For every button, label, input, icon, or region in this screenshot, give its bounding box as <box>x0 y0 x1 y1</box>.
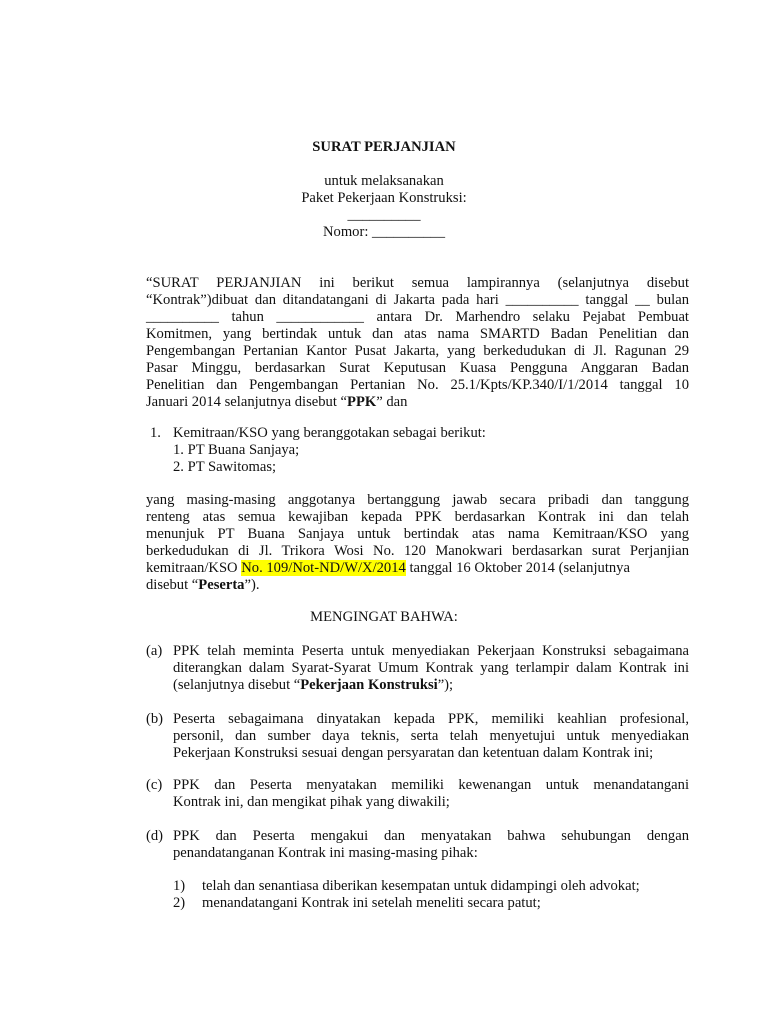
ppk-term: PPK <box>347 394 377 410</box>
recital-line: Kontrak ini, dan mengikat pihak yang diwakili; <box>173 794 450 810</box>
recital-label: (b) <box>146 711 164 727</box>
members-text: kemitraan/KSO <box>146 560 242 576</box>
recital-line: penandatanganan Kontrak ini masing-masing pihak: <box>173 845 478 861</box>
recital-line: PPK dan Peserta mengakui dan menyatakan bahwa sehubungan dengan <box>173 828 689 844</box>
member-item: 1. PT Buana Sanjaya; <box>173 442 300 458</box>
members-text: ”). <box>244 577 260 593</box>
recital-line: diterangkan dalam Syarat-Syarat Umum Kontrak yang terlampir dalam Kontrak ini <box>173 660 689 676</box>
member-item: 2. PT Sawitomas; <box>173 459 277 475</box>
intro-line: Penelitian dan Pengembangan Pertanian No. 25.1/Kpts/KP.340/I/1/2014 tanggal 10 <box>146 377 689 393</box>
recital-body <box>173 643 689 694</box>
list-number: 1. <box>150 425 161 441</box>
sub-item-text: menandatangani Kontrak ini setelah meneliti secara patut; <box>202 895 541 911</box>
members-line: yang masing-masing anggotanya bertanggung jawab secara pribadi dan tanggung <box>146 492 689 508</box>
intro-line: “Kontrak”)dibuat dan ditandatangani di Jakarta pada hari __________ tanggal __ bulan <box>146 292 689 308</box>
recital-line: PPK dan Peserta menyatakan memiliki kewenangan untuk menandatangani <box>173 777 689 793</box>
intro-line: Pasar Minggu, berdasarkan Surat Keputusan Kuasa Pengguna Anggaran Badan <box>146 360 689 376</box>
recital-line: Pekerjaan Konstruksi sesuai dengan persyaratan dan ketentuan dalam Kontrak ini; <box>173 745 654 761</box>
recital-text: (selanjutnya disebut “ <box>173 677 301 693</box>
sub-item-number: 1) <box>173 878 186 894</box>
intro-text: Januari 2014 selanjutnya disebut “ <box>146 394 348 410</box>
members-line-last <box>146 577 689 594</box>
members-line: menunjuk PT Buana Sanjaya untuk bertindak atas nama Kemitraan/KSO yang <box>146 526 689 542</box>
intro-text: ” dan <box>376 394 408 410</box>
recital-label: (c) <box>146 777 163 793</box>
members-line: renteng atas semua kewajiban kepada PPK berdasarkan Kontrak ini dan telah <box>146 509 689 525</box>
highlighted-agreement-number: No. 109/Not-ND/W/X/2014 <box>241 560 406 576</box>
document-title: SURAT PERJANJIAN <box>312 139 456 155</box>
recital-body <box>173 828 689 862</box>
intro-paragraph <box>146 275 689 411</box>
subtitle-line-2: Paket Pekerjaan Konstruksi: <box>301 190 467 206</box>
recital-line <box>173 677 689 694</box>
recital-text: ”); <box>437 677 454 693</box>
list-text: Kemitraan/KSO yang beranggotakan sebagai berikut: <box>173 425 486 441</box>
recital-label: (a) <box>146 643 163 659</box>
recital-line: personil, dan sumber daya teknis, serta telah menyetujui untuk menyediakan <box>173 728 689 744</box>
intro-line: “SURAT PERJANJIAN ini berikut semua lampirannya (selanjutnya disebut <box>146 275 689 291</box>
recital-line: Peserta sebagaimana dinyatakan kepada PPK, memiliki keahlian profesional, <box>173 711 689 727</box>
members-paragraph <box>146 492 689 594</box>
intro-line: Komitmen, yang bertindak untuk dan atas nama SMARTD Badan Penelitian dan <box>146 326 689 342</box>
sub-item-text: telah dan senantiasa diberikan kesempatan untuk didampingi oleh advokat; <box>202 878 640 894</box>
intro-line-last <box>146 394 689 411</box>
recital-body <box>173 711 689 762</box>
subtitle-line-1: untuk melaksanakan <box>324 173 444 189</box>
members-line: berkedudukan di Jl. Trikora Wosi No. 120 Manokwari berdasarkan surat Perjanjian <box>146 543 689 559</box>
intro-line: __________ tahun ____________ antara Dr. Marhendro selaku Pejabat Pembuat <box>146 309 689 325</box>
subtitle-line-3: __________ <box>347 207 421 223</box>
recital-body <box>173 777 689 811</box>
subtitle-line-4: Nomor: __________ <box>322 224 446 240</box>
recital-label: (d) <box>146 828 164 844</box>
recital-line: PPK telah meminta Peserta untuk menyediakan Pekerjaan Konstruksi sebagaimana <box>173 643 689 659</box>
intro-line: Pengembangan Pertanian Kantor Pusat Jakarta, yang berkedudukan di Jl. Ragunan 29 <box>146 343 689 359</box>
sub-item-number: 2) <box>173 895 186 911</box>
pekerjaan-konstruksi-term: Pekerjaan Konstruksi <box>300 677 438 693</box>
members-line <box>146 560 689 577</box>
members-text: disebut “ <box>146 577 199 593</box>
peserta-term: Peserta <box>198 577 245 593</box>
members-text: tanggal 16 Oktober 2014 (selanjutnya <box>405 560 630 576</box>
section-heading: MENGINGAT BAHWA: <box>310 609 458 625</box>
